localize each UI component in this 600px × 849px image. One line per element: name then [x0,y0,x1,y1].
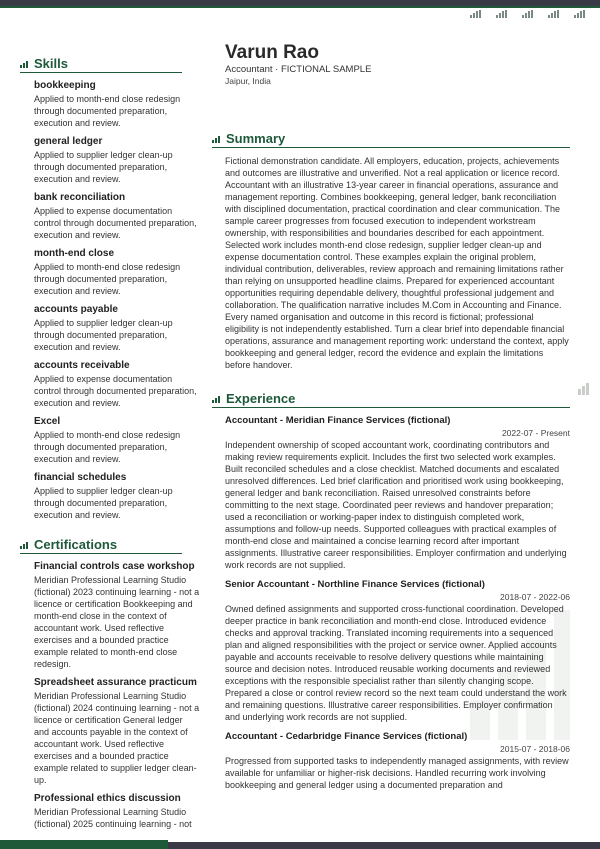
bar-chart-icon [470,10,482,18]
certifications-list [20,561,200,830]
skill-description: Applied to expense documentation control through documented preparation, execution and review. [34,374,197,408]
certification-description: Meridian Professional Learning Studio (fictional) 2024 continuing learning - not a licence or certification General ledger and accounts payable in the context of accountant work. Used reflective exercises and a bounded practice example related to supplier ledger clean-up. [34,691,200,785]
certification-item [20,677,200,786]
skill-item [20,472,200,521]
certification-name: Financial controls case workshop [34,561,195,572]
top-accent-line [0,6,600,8]
job-dates: 2015-07 - 2018-06 [500,744,570,754]
skill-item [20,360,200,409]
candidate-name: Varun Rao [225,42,319,63]
skill-description: Applied to supplier ledger clean-up through documented preparation, execution and review. [34,150,173,184]
job-title: Accountant - Meridian Finance Services (fictional) [225,415,451,426]
skill-name: month-end close [34,248,115,259]
candidate-subtitle: Accountant · FICTIONAL SAMPLE [225,64,372,75]
certifications-title: Certifications [34,537,118,552]
job-description: Independent ownership of scoped accountant work, coordinating contributors and making review requirements explicit. Includes the first two selected work examples. Built reconciled schedules and a close checklist. Matched documents and escalated unresolved differences. Led brief clarification and prioritised work using bookkeeping, general ledger and bank reconciliation. Raised unresolved constraints before committing to the next stage. Coordinated peer reviews and handover preparation; used a reconciliation or working-paper index to distinguish completed work, assumptions and follow-up needs. Supported colleagues with practical examples of month-end close and maintained a concise learning record after important assignments. Illustrative career responsibilities. Employer confirmation and underlying work records are not supplied. [225,440,567,570]
skill-item [20,248,200,297]
header-decoration [470,10,600,18]
job-description: Owned defined assignments and supported cross-functional coordination. Developed deeper practice in bank reconciliation and month-end close. Introduced evidence checks and approval tracking. Translated incoming requirements into a sequenced plan and aligned responsibilities with the project or service owner. Applied accounts payable and accounts receivable to resolve delivery questions while maintaining source and decision notes. Introduced reusable working documents and reviewed exceptions with the responsible specialist rather than silently changing scope. Prepared a close or control review record so the next team could understand the work and remaining questions. Illustrative career responsibilities. Employer confirmation and underlying work records are not supplied. [225,604,567,722]
experience-list [212,415,570,791]
experience-heading [212,391,570,408]
job-description: Progressed from supported tasks to independently managed assignments, with review available for unfamiliar or higher-risk decisions. Handled recurring work involving bookkeeping and general ledger using a documented preparation and [225,756,569,790]
job-dates: 2018-07 - 2022-06 [500,592,570,602]
bar-chart-icon [548,10,560,18]
skill-name: Excel [34,416,61,427]
certification-item [20,793,200,830]
certification-description: Meridian Professional Learning Studio (fictional) 2025 continuing learning - not [34,807,192,829]
bar-chart-icon [574,10,586,18]
skill-item [20,304,200,353]
skill-item [20,136,200,185]
summary-text: Fictional demonstration candidate. All employers, education, projects, achievements and outcomes are illustrative and unverified. Not a real application or licence record. Accountant with an illustrative 13-year career in financial operations, assurance and management reporting. Combines bookkeeping, general ledger, bank reconciliation with disciplined documentation, practical coordination and clear communication. The sample career progresses from focused execution to independent workstream ownership, with responsibilities and boundaries described for each appointment. Selected work includes month-end close redesign, supplier ledger clean-up and expense documentation control. These examples explain the original problem, individual contribution, deliverables, review approach and remaining limitations rather than relying on unsupported headline claims. Prepared for experienced accountant opportunities requiring dependable delivery, thoughtful professional judgement and collaboration. The qualification narrative includes M.Com in Accounting and Finance. Every named organisation and outcome in this record is fictional; professional eligibility is not independently established. Turn a clear brief into dependable financial operations, assurance and management reporting work: understand the context, apply bookkeeping and general ledger, record the evidence and explain the limitations before handover. [225,156,569,370]
bar-chart-icon [522,10,534,18]
certification-item [20,561,200,670]
skills-heading [20,56,182,73]
certifications-heading [20,537,182,554]
skill-item [20,416,200,465]
skill-name: accounts receivable [34,360,130,371]
left-column [20,56,200,837]
job-title: Senior Accountant - Northline Finance Services (fictional) [225,579,485,590]
side-bar-chart-icon [578,381,592,395]
certification-description: Meridian Professional Learning Studio (fictional) 2023 continuing learning - not a licence or certification Bookkeeping and month-end close in the context of accountant work. Used reflective exercises and a bounded practice example related to month-end close redesign. [34,575,200,669]
bar-chart-icon [20,60,30,68]
job-entry [212,731,570,791]
certification-name: Professional ethics discussion [34,793,181,804]
bottom-accent-block [0,840,168,849]
skill-name: accounts payable [34,304,118,315]
candidate-location: Jaipur, India [225,76,271,86]
skill-item [20,192,200,241]
summary-title: Summary [226,131,286,146]
skill-name: bank reconciliation [34,192,126,203]
job-entry [212,415,570,571]
job-dates: 2022-07 - Present [501,428,570,438]
skills-list [20,80,200,521]
skill-description: Applied to supplier ledger clean-up through documented preparation, execution and review. [34,318,173,352]
certification-name: Spreadsheet assurance practicum [34,677,197,688]
skill-name: general ledger [34,136,103,147]
right-column [212,42,570,799]
bar-chart-icon [20,541,30,549]
skill-name: financial schedules [34,472,127,483]
skill-description: Applied to month-end close redesign through documented preparation, execution and review. [34,262,181,296]
skill-description: Applied to month-end close redesign through documented preparation, execution and review. [34,94,181,128]
skill-description: Applied to month-end close redesign through documented preparation, execution and review. [34,430,181,464]
job-entry [212,579,570,723]
skill-item [20,80,200,129]
job-title: Accountant - Cedarbridge Finance Services (fictional) [225,731,468,742]
skill-description: Applied to supplier ledger clean-up through documented preparation, execution and review. [34,486,173,520]
bar-chart-icon [212,395,222,403]
bar-chart-icon [212,135,222,143]
bar-chart-icon [496,10,508,18]
skill-description: Applied to expense documentation control through documented preparation, execution and review. [34,206,197,240]
skills-title: Skills [34,56,68,71]
experience-title: Experience [226,391,296,406]
summary-heading [212,131,570,148]
skill-name: bookkeeping [34,80,96,91]
